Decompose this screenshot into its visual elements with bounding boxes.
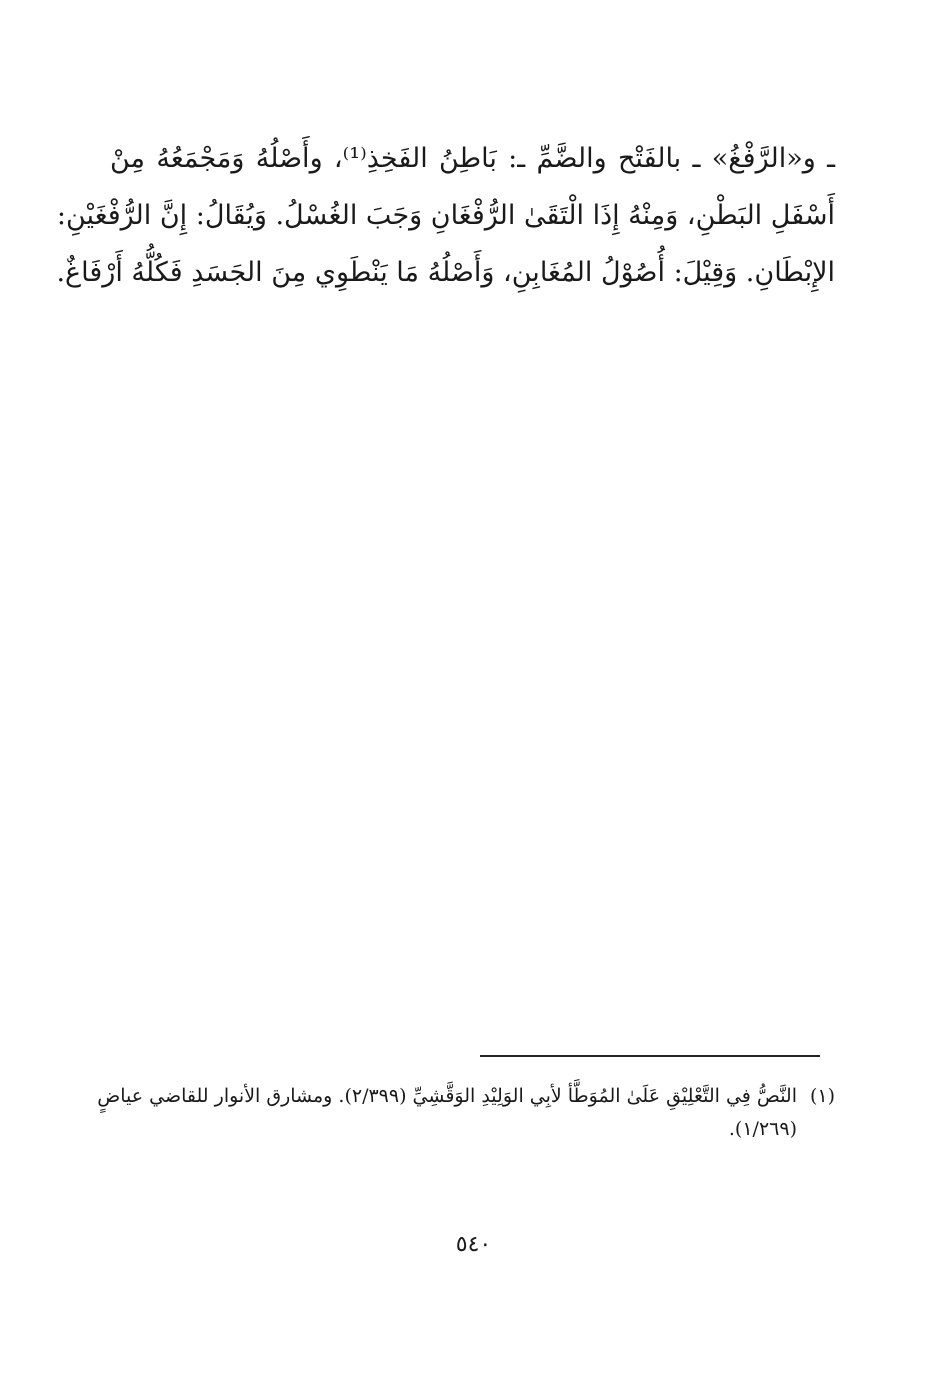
footnote-1-number: (١) [809,1085,835,1107]
main-text-line-1: ـ و«الرَّفْغُ» ـ بالفَتْح والضَّمِّ ـ: بَاطِنُ الفَخِذِ⁽¹⁾، وأَصْلُهُ وَمَجْمَعُهُ مِنْ [110,143,835,174]
footnote-1-text-continued: (١/٢٦٩). [728,1118,797,1140]
main-text-line-2: أَسْفَلِ البَطْنِ، وَمِنْهُ إِذَا الْتَقَىٰ الرُّفْغَانِ وَجَبَ الغُسْلُ. وَيُقَالُ: إِنَّ الرُّفْغَيْنِ: [56,200,835,231]
main-text-block [56,130,835,301]
page-number: ٥٤٠ [455,1232,492,1257]
footnote-separator [480,1055,820,1057]
footnote-1-line-1 [97,1080,835,1113]
footnote-1-line-2 [108,1113,835,1146]
footnote-1-text: النَّصُّ فِي التَّعْلِيْقِ عَلَىٰ المُوَطَّأ لأبِي الوَلِيْدِ الوَقَّشِيِّ (٢/٣٩٩). ومشارق الأنوار للقاضي عياضٍ [97,1085,797,1107]
main-text-line-3: الإِبْطَانِ. وَقِيْلَ: أُصُوْلُ المُغَابِنِ، وَأَصْلُهُ مَا يَنْطَوِي مِنَ الجَسَدِ فَكُلُّهُ أَرْفَاغٌ. [56,257,835,288]
footnotes-block [97,1080,835,1146]
